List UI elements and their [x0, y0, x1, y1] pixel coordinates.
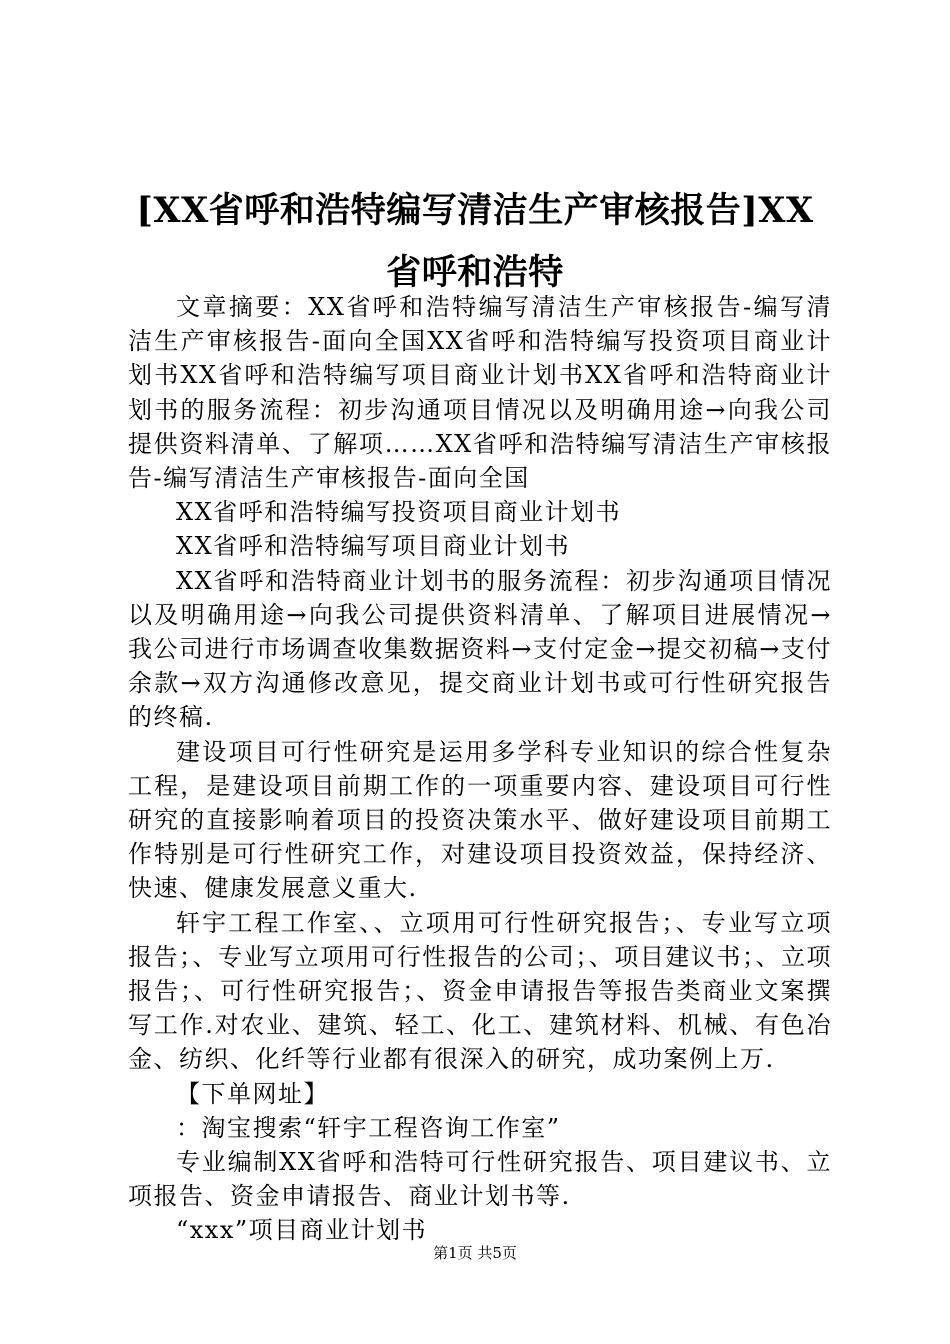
paragraph-feasibility-study: 建设项目可行性研究是运用多学科专业知识的综合性复杂工程，是建设项目前期工作的一项重要内容、建设项目可行性研究的直接影响着项目的投资决策水平、做好建设项目前期工作特别是可行性研究工作，对建设项目投资效益，保持经济、快速、健康发展意义重大. — [128, 737, 832, 903]
paragraph-abstract: 文章摘要：XX省呼和浩特编写清洁生产审核报告-编写清洁生产审核报告-面向全国XX省呼和浩特编写投资项目商业计划书XX省呼和浩特编写项目商业计划书XX省呼和浩特商业计划书的服务流程：初步沟通项目情况以及明确用途→向我公司提供资料清单、了解项……XX省呼和浩特编写清洁生产审核报告-编写清洁生产审核报告-面向全国 — [128, 293, 832, 493]
paragraph-professional-services: 专业编制XX省呼和浩特可行性研究报告、项目建议书、立项报告、资金申请报告、商业计划书等. — [128, 1148, 832, 1211]
paragraph-studio-services: 轩宇工程工作室、、立项用可行性研究报告；、专业写立项报告；、专业写立项用可行性报告的公司；、项目建议书；、立项报告；、可行性研究报告；、资金申请报告等报告类商业文案撰写工作.对农业、建筑、轻工、化工、建筑材料、机械、有色冶金、纺织、化纤等行业都有很深入的研究，成功案例上万. — [128, 908, 832, 1074]
paragraph-project-plan: XX省呼和浩特编写项目商业计划书 — [176, 532, 571, 561]
paragraph-taobao-search: ：淘宝搜索“轩宇工程咨询工作室” — [176, 1113, 561, 1142]
paragraph-service-process: XX省呼和浩特商业计划书的服务流程：初步沟通项目情况以及明确用途→向我公司提供资料清单、了解项目进展情况→我公司进行市场调查收集数据资料→支付定金→提交初稿→支付余款→双方沟通修改意见，提交商业计划书或可行性研究报告的终稿. — [128, 566, 832, 732]
document-body — [128, 290, 832, 1248]
page-footer: 第1页 共5页 — [433, 1244, 517, 1262]
paragraph-plan-title: “xxx”项目商业计划书 — [176, 1216, 428, 1245]
paragraph-investment-plan: XX省呼和浩特编写投资项目商业计划书 — [176, 498, 622, 527]
document-title: [XX省呼和浩特编写清洁生产审核报告]XX省呼和浩特 — [136, 190, 814, 293]
paragraph-order-heading: 【下单网址】 — [176, 1079, 329, 1108]
